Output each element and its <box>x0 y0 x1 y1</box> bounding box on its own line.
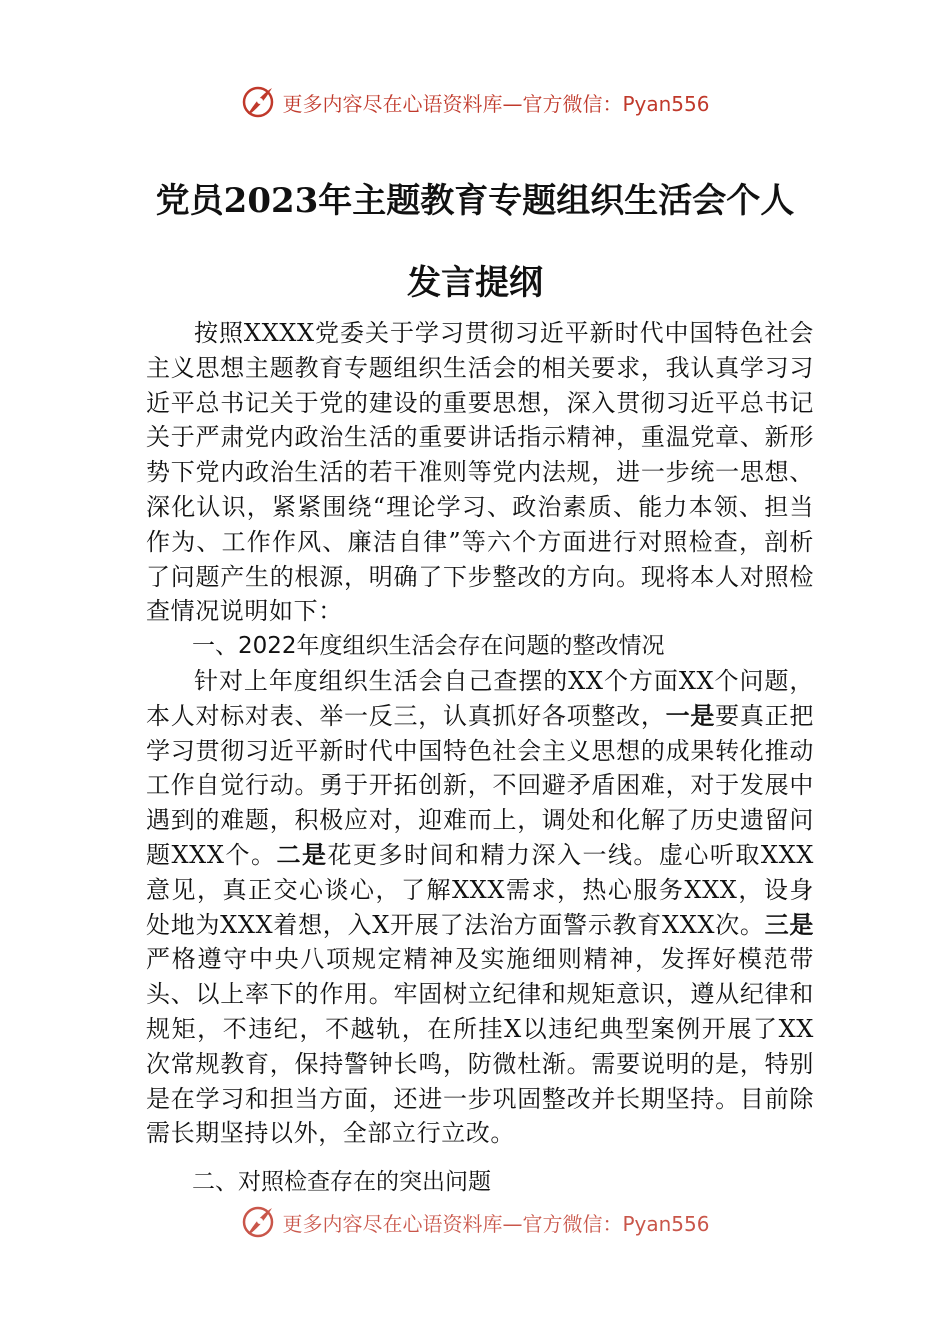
quill-logo-icon <box>240 1204 276 1240</box>
section-1-heading: 一、2022年度组织生活会存在问题的整改情况 <box>192 633 665 660</box>
title-line-2: 发言提纲 <box>407 263 543 303</box>
section-1-paragraph <box>146 664 814 1151</box>
document-title <box>100 160 850 324</box>
header-watermark-banner <box>0 82 950 122</box>
section-1-text-d: 严格遵守中央八项规定精神及实施细则精神，发挥好模范带头、以上率下的作用。牢固树立纪律和规矩意识，遵从纪律和规矩，不违纪，不越轨，在所挂X以违纪典型案例开展了XX次常规教育，保持警钟长鸣，防微杜渐。需要说明的是，特别是在学习和担当方面，还进一步巩固整改并长期坚持。目前除需长期坚持以外，全部立行立改。 <box>146 945 814 1148</box>
intro-paragraph: 按照XXXX党委关于学习贯彻习近平新时代中国特色社会主义思想主题教育专题组织生活会的相关要求，我认真学习习近平总书记关于党的建设的重要思想，深入贯彻习近平总书记关于严肃党内政治生活的重要讲话指示精神，重温党章、新形势下党内政治生活的若干准则等党内法规，进一步统一思想、深化认识，紧紧围绕“理论学习、政治素质、能力本领、担当作为、工作作风、廉洁自律”等六个方面进行对照检查，剖析了问题产生的根源，明确了下步整改的方向。现将本人对照检查情况说明如下： <box>146 319 814 626</box>
marker-first: 一是 <box>665 700 716 730</box>
title-line-1: 党员2023年主题教育专题组织生活会个人 <box>155 181 795 221</box>
banner-text: 更多内容尽在心语资料库—官方微信：Pyan556 <box>282 1211 710 1236</box>
footer-watermark-banner <box>0 1202 950 1242</box>
section-1-text-c: 花更多时间和精力深入一线。虚心听取XXX意见，真正交心谈心，了解XXX需求，热心服务XXX，设身处地为XXX着想，入X开展了法治方面警示教育XXX次。 <box>146 840 814 939</box>
section-2-heading: 二、对照检查存在的突出问题 <box>192 1169 491 1196</box>
section-1-text-a: 针对上年度组织生活会自己查摆的XX个方面XX个问题，本人对标对表、举一反三，认真抓好各项整改， <box>146 666 814 730</box>
banner-text: 更多内容尽在心语资料库—官方微信：Pyan556 <box>282 91 710 116</box>
marker-second: 二是 <box>276 839 328 869</box>
marker-third: 三是 <box>764 909 814 939</box>
section-1-text-b: 要真正把学习贯彻习近平新时代中国特色社会主义思想的成果转化推动工作自觉行动。勇于开拓创新，不回避矛盾困难，对于发展中遇到的难题，积极应对，迎难而上，调处和化解了历史遗留问题XXX个。 <box>146 701 814 869</box>
quill-logo-icon <box>240 84 276 120</box>
document-body <box>146 316 814 1200</box>
